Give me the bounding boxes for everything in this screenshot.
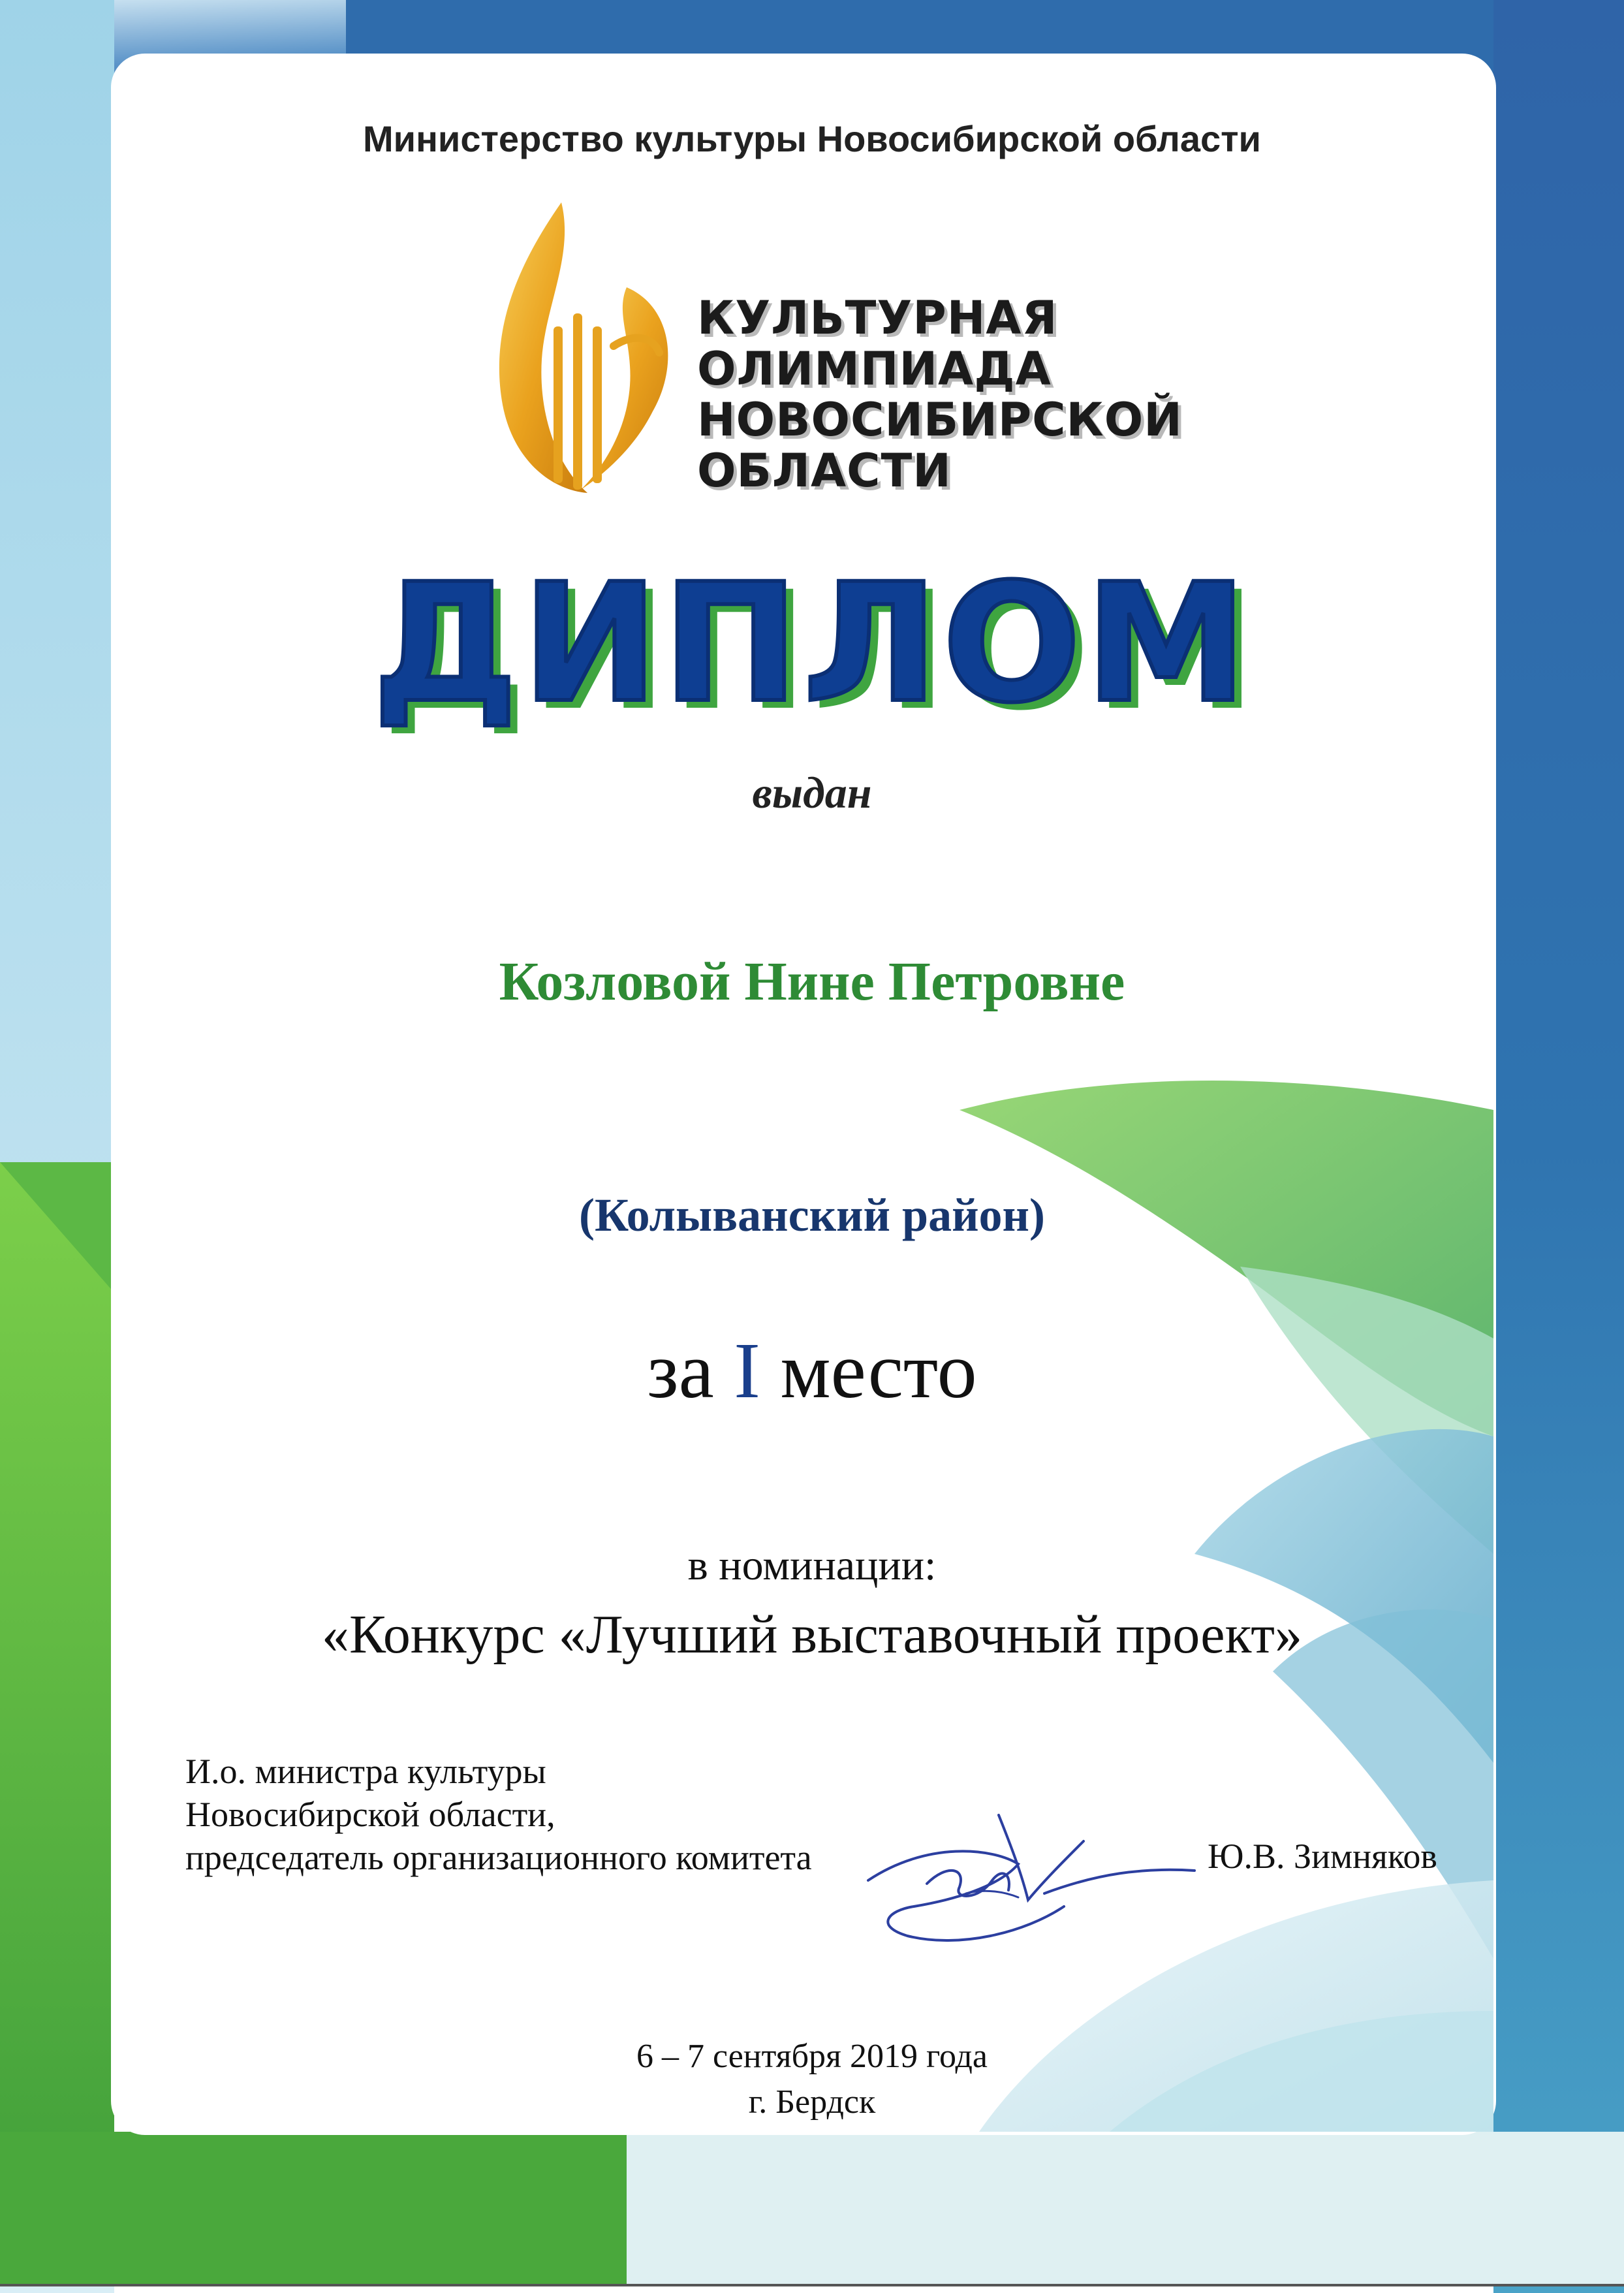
place-number: I [734, 1327, 760, 1415]
place-prefix: за [647, 1327, 714, 1415]
signer-position-line: И.о. министра культуры [185, 1752, 546, 1791]
flame-lyre-icon [476, 196, 685, 503]
logo-line: ОЛИМПИАДА [697, 342, 1052, 396]
ministry-heading: Министерство культуры Новосибирской области [363, 118, 1261, 159]
signer-position-line: Новосибирской области, [185, 1795, 555, 1834]
nomination-label: в номинации: [687, 1542, 937, 1589]
logo-line: ОБЛАСТИ [697, 444, 952, 498]
issued-label: выдан [752, 768, 872, 817]
olympiad-logo-text [697, 293, 1183, 496]
signer-position [185, 1750, 812, 1879]
district-label: (Колыванский район) [578, 1189, 1046, 1241]
place-suffix: место [780, 1327, 977, 1415]
handwritten-signature [849, 1802, 1201, 1972]
signer-position-line: председатель организационного комитета [185, 1838, 812, 1877]
diploma-title: ДИПЛОМ [372, 548, 1252, 738]
logo-line: КУЛЬТУРНАЯ [697, 291, 1058, 345]
event-city: г. Бердск [748, 2083, 876, 2121]
logo-line: НОВОСИБИРСКОЙ [697, 393, 1183, 447]
place-award [0, 1325, 1624, 1417]
recipient-name: Козловой Нине Петровне [499, 951, 1125, 1012]
signer-name: Ю.В. Зимняков [1208, 1837, 1437, 1876]
event-date: 6 – 7 сентября 2019 года [636, 2038, 988, 2075]
nomination-title: «Конкурс «Лучший выставочный проект» [322, 1604, 1302, 1665]
